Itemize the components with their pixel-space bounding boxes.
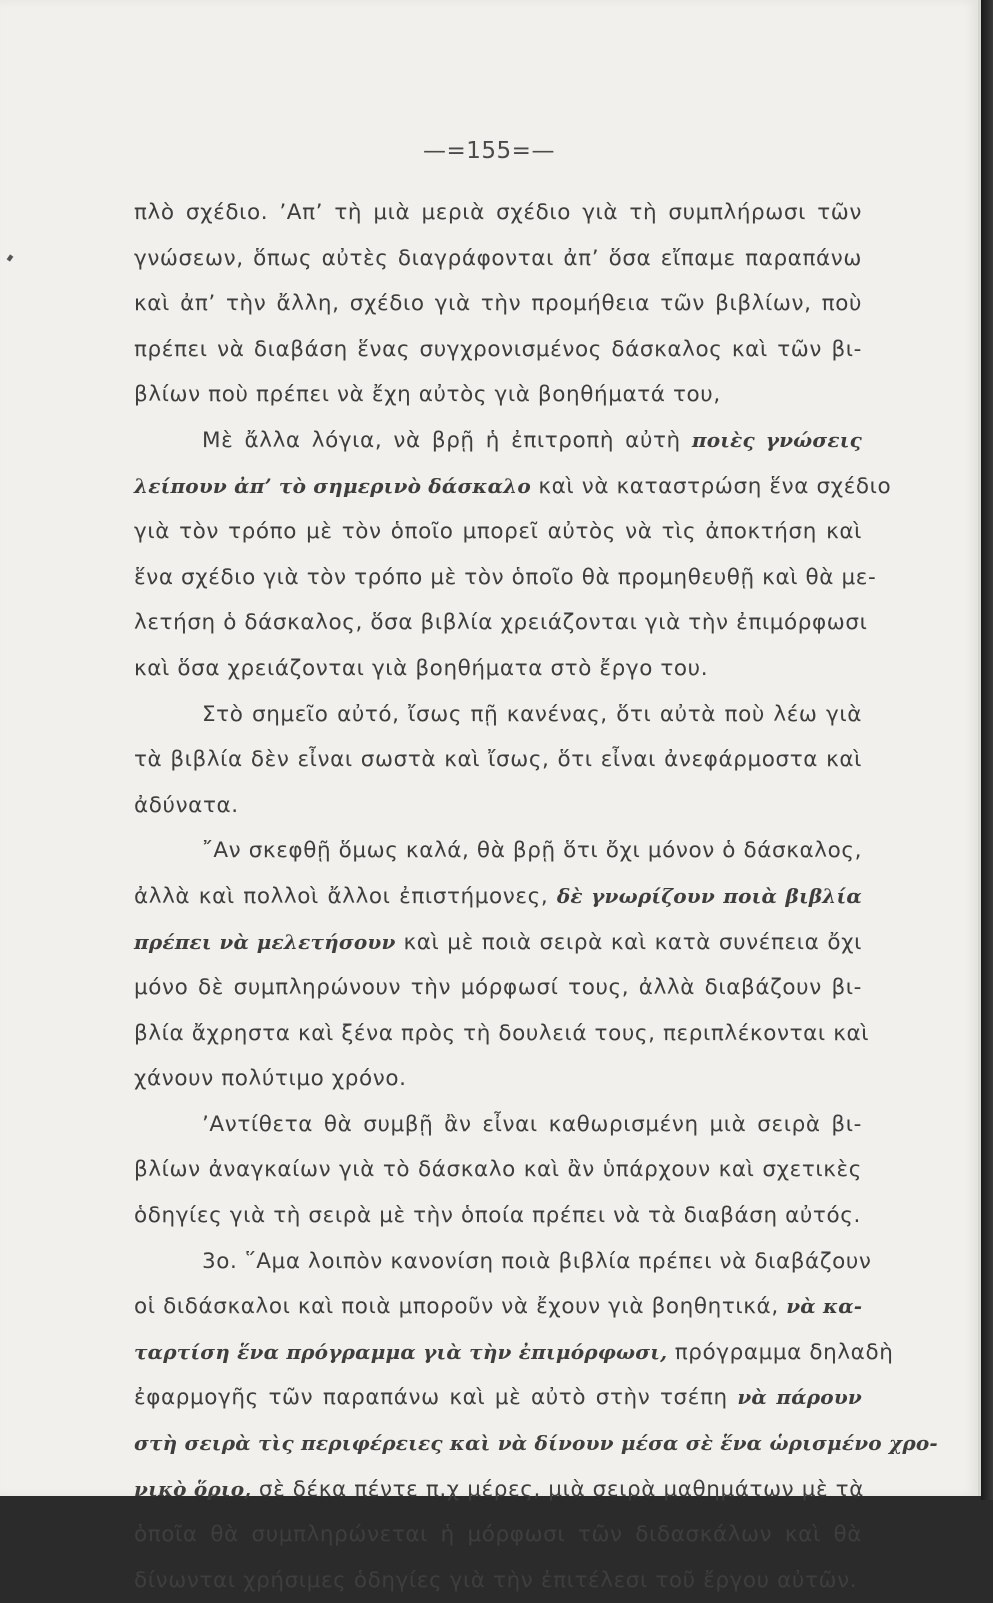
text-line bbox=[134, 1239, 872, 1285]
text-line bbox=[134, 1421, 938, 1467]
line-text: τὰ βιβλία δὲν εἶναι σωστὰ καὶ ἴσως, ὅτι εἶναι ἀνεφάρμοστα καὶ bbox=[134, 747, 862, 773]
text-line bbox=[134, 965, 862, 1011]
line-text: καὶ μὲ ποιὰ σειρὰ καὶ κατὰ συνέπεια ὄχι bbox=[395, 929, 862, 955]
line-text: Στὸ σημεῖο αὐτό, ἴσως πῇ κανένας, ὅτι αὐτὰ ποὺ λέω γιὰ bbox=[202, 701, 862, 727]
text-line bbox=[134, 1375, 862, 1421]
line-text: ὁποῖα θὰ συμπληρώνεται ἡ μόρφωσι τῶν διδασκάλων καὶ θὰ bbox=[134, 1522, 862, 1548]
text-line bbox=[134, 1102, 862, 1148]
text-line bbox=[134, 783, 862, 829]
emphasized-text: νὰ κα- bbox=[786, 1294, 863, 1319]
page-number: —=155=— bbox=[423, 138, 555, 164]
text-line bbox=[134, 1147, 862, 1193]
text-line bbox=[134, 600, 868, 646]
text-line bbox=[134, 190, 862, 236]
line-text: Μὲ ἄλλα λόγια, νὰ βρῇ ἡ ἐπιτροπὴ αὐτὴ bbox=[202, 427, 692, 453]
text-line bbox=[134, 236, 862, 282]
text-line bbox=[134, 1284, 862, 1330]
line-text: ἕνα σχέδιο γιὰ τὸν τρόπο μὲ τὸν ὁποῖο θὰ προμηθευθῇ καὶ θὰ με- bbox=[134, 564, 877, 590]
text-line bbox=[134, 1193, 862, 1239]
text-line bbox=[134, 464, 892, 510]
emphasized-text: δὲ γνωρίζουν ποιὰ βιβλία bbox=[556, 883, 862, 908]
text-line bbox=[134, 1056, 862, 1102]
text-line bbox=[134, 327, 862, 373]
emphasized-text: νικὸ ὅριο, bbox=[134, 1476, 252, 1501]
text-line bbox=[134, 555, 877, 601]
scan-edge bbox=[981, 0, 993, 1500]
line-text: μόνο δὲ συμπληρώνουν τὴν μόρφωσί τους, ἀλλὰ διαβάζουν βι- bbox=[134, 975, 862, 1001]
line-text: γνώσεων, ὅπως αὐτὲς διαγράφονται ἀπ’ ὅσα εἴπαμε παραπάνω bbox=[134, 245, 862, 271]
text-line bbox=[134, 1467, 862, 1513]
line-text: λετήση ὁ δάσκαλος, ὅσα βιβλία χρειάζονται γιὰ τὴν ἐπιμόρφωσι bbox=[134, 610, 868, 636]
line-text: ἐφαρμογῆς τῶν παραπάνω καὶ μὲ αὐτὸ στὴν τσέπη bbox=[134, 1385, 738, 1411]
line-text: ὁδηγίες γιὰ τὴ σειρὰ μὲ τὴν ὁποία πρέπει νὰ τὰ διαβάση αὐτός. bbox=[134, 1203, 861, 1229]
text-line bbox=[134, 692, 862, 738]
line-text: πρόγραμμα δηλαδὴ bbox=[667, 1339, 894, 1365]
body-text bbox=[134, 190, 938, 1603]
text-line bbox=[134, 920, 862, 966]
text-line bbox=[134, 1558, 862, 1603]
text-line bbox=[134, 418, 862, 464]
text-line bbox=[134, 828, 862, 874]
emphasized-text: στὴ σειρὰ τὶς περιφέρειες καὶ νὰ δίνουν μέσα σὲ ἕνα ὡρισμένο χρο- bbox=[134, 1431, 938, 1456]
line-text: ἀλλὰ καὶ πολλοὶ ἄλλοι ἐπιστήμονες, bbox=[134, 883, 557, 909]
text-line bbox=[134, 1330, 894, 1376]
line-text: βλίων ποὺ πρέπει νὰ ἔχη αὐτὸς γιὰ βοηθήματά του, bbox=[134, 382, 721, 408]
emphasized-text: πρέπει νὰ μελετήσουν bbox=[134, 929, 396, 954]
text-line bbox=[134, 281, 862, 327]
line-text: καὶ ὅσα χρειάζονται γιὰ βοηθήματα στὸ ἔργο του. bbox=[134, 655, 709, 681]
text-line bbox=[134, 737, 862, 783]
line-text: πλὸ σχέδιο. ’Απ’ τὴ μιὰ μεριὰ σχέδιο γιὰ τὴ συμπλήρωσι τῶν bbox=[134, 200, 862, 225]
line-text: δίνωνται χρήσιμες ὁδηγίες γιὰ τὴν ἐπιτέλεσι τοῦ ἔργου αὐτῶν. bbox=[134, 1567, 858, 1593]
text-line bbox=[134, 646, 862, 692]
line-text: βλία ἄχρηστα καὶ ξένα πρὸς τὴ δουλειά τους, περιπλέκονται καὶ bbox=[134, 1020, 870, 1046]
line-text: γιὰ τὸν τρόπο μὲ τὸν ὁποῖο μπορεῖ αὐτὸς νὰ τὶς ἀποκτήση καὶ bbox=[134, 519, 862, 545]
line-text: 3ο. ῞Αμα λοιπὸν κανονίση ποιὰ βιβλία πρέπει νὰ διαβάζουν bbox=[202, 1248, 872, 1274]
emphasized-text: νὰ πάρουν bbox=[737, 1385, 862, 1410]
line-text: καὶ ἀπ’ τὴν ἄλλη, σχέδιο γιὰ τὴν προμήθεια τῶν βιβλίων, ποὺ bbox=[134, 291, 862, 317]
text-line bbox=[134, 372, 862, 418]
scan-speck bbox=[7, 254, 14, 261]
text-line bbox=[134, 1512, 862, 1558]
line-text: οἱ διδάσκαλοι καὶ ποιὰ μποροῦν νὰ ἔχουν γιὰ βοηθητικά, bbox=[134, 1294, 787, 1320]
text-line bbox=[134, 874, 862, 920]
line-text: ’Αντίθετα θὰ συμβῇ ἂν εἶναι καθωρισμένη μιὰ σειρὰ βι- bbox=[202, 1111, 862, 1137]
line-text: ἀδύνατα. bbox=[134, 792, 239, 818]
line-text: σὲ δέκα πέντε π.χ μέρες, μιὰ σειρὰ μαθημάτων μὲ τὰ bbox=[251, 1476, 864, 1502]
text-line bbox=[134, 1011, 870, 1057]
line-text: βλίων ἀναγκαίων γιὰ τὸ δάσκαλο καὶ ἂν ὑπάρχουν καὶ σχετικὲς bbox=[134, 1157, 862, 1183]
emphasized-text: ποιὲς γνώσεις bbox=[691, 427, 862, 452]
line-text: ῎Αν σκεφθῇ ὅμως καλά, θὰ βρῇ ὅτι ὄχι μόνον ὁ δάσκαλος, bbox=[202, 838, 862, 864]
text-line bbox=[134, 509, 862, 555]
line-text: χάνουν πολύτιμο χρόνο. bbox=[134, 1066, 407, 1092]
line-text: πρέπει νὰ διαβάση ἕνας συγχρονισμένος δάσκαλος καὶ τῶν βι- bbox=[134, 336, 862, 362]
line-text: καὶ νὰ καταστρώση ἕνα σχέδιο bbox=[530, 473, 892, 499]
emphasized-text: ταρτίση ἕνα πρόγραμμα γιὰ τὴν ἐπιμόρφωσι, bbox=[134, 1339, 668, 1364]
emphasized-text: λείπουν ἀπ’ τὸ σημερινὸ δάσκαλο bbox=[134, 473, 531, 498]
